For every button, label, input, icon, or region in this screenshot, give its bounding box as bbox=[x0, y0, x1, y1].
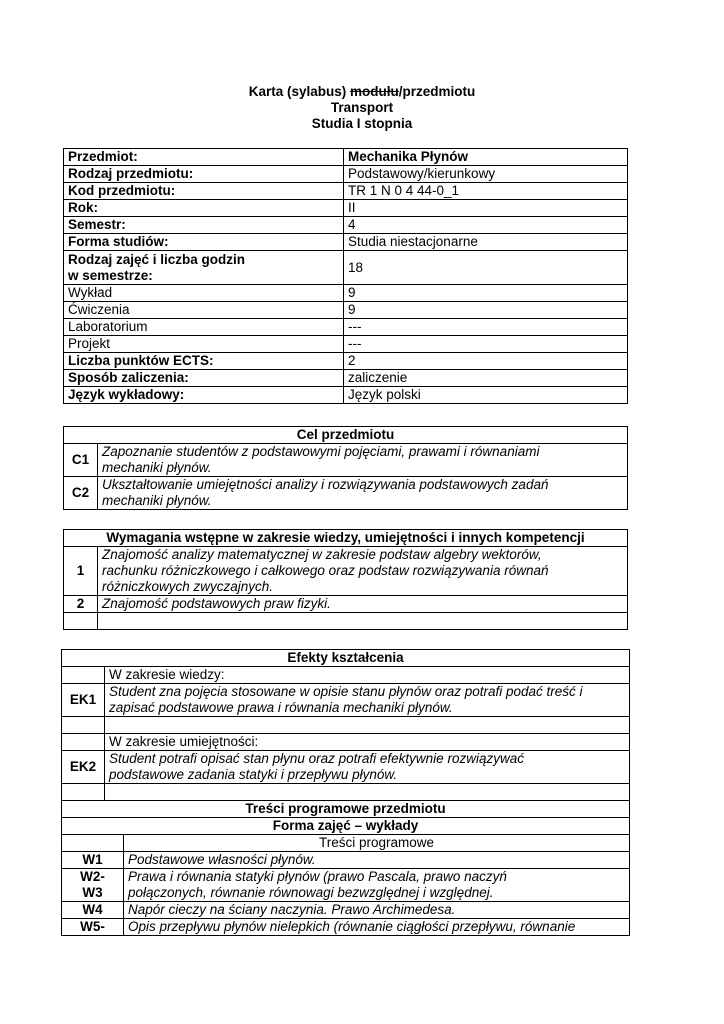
goal-text: Ukształtowanie umiejętności analizy i rozwiązywania podstawowych zadań mechaniki płynów. bbox=[98, 477, 628, 510]
course-info-table bbox=[63, 148, 628, 404]
table-row bbox=[64, 477, 628, 510]
effect-text: Student zna pojęcia stosowane w opisie stanu płynów oraz potrafi podać treść i zapisać podstawowe prawa i równania mechaniki płynów. bbox=[105, 684, 630, 717]
program-form: Forma zajęć – wykłady bbox=[62, 818, 630, 835]
table-row bbox=[64, 183, 628, 200]
table-row bbox=[64, 336, 628, 353]
info-label: Semestr: bbox=[64, 217, 344, 234]
requirement-text: Znajomość analizy matematycznej w zakresie podstaw algebry wektorów, rachunku różniczkowego i całkowego oraz podstaw rozwiązywania równań różniczkowych zwyczajnych. bbox=[98, 547, 628, 596]
info-label: Przedmiot: bbox=[64, 149, 344, 166]
table-row bbox=[64, 444, 628, 477]
table-row bbox=[64, 217, 628, 234]
info-value: Język polski bbox=[344, 387, 628, 404]
goals-title: Cel przedmiotu bbox=[64, 427, 628, 444]
header-line-3: Studia I stopnia bbox=[311, 116, 413, 131]
info-label: Język wykładowy: bbox=[64, 387, 344, 404]
info-value: --- bbox=[344, 336, 628, 353]
program-title: Treści programowe przedmiotu bbox=[62, 801, 630, 818]
info-value: Studia niestacjonarne bbox=[344, 234, 628, 251]
goal-text: Zapoznanie studentów z podstawowymi pojęciami, prawami i równaniami mechaniki płynów. bbox=[98, 444, 628, 477]
info-label: Sposób zaliczenia: bbox=[64, 370, 344, 387]
requirement-text: Znajomość podstawowych praw fizyki. bbox=[98, 596, 628, 613]
table-header-row bbox=[64, 530, 628, 547]
table-row bbox=[62, 852, 630, 869]
info-label: Rodzaj przedmiotu: bbox=[64, 166, 344, 183]
info-label: Kod przedmiotu: bbox=[64, 183, 344, 200]
empty-cell bbox=[62, 835, 124, 852]
info-value: Mechanika Płynów bbox=[344, 149, 628, 166]
table-row bbox=[62, 667, 630, 684]
table-row bbox=[62, 902, 630, 919]
program-id: W1 bbox=[62, 852, 124, 869]
info-value: 18 bbox=[344, 251, 628, 285]
table-row bbox=[62, 869, 630, 902]
program-text: Podstawowe własności płynów. bbox=[124, 852, 630, 869]
table-row bbox=[62, 784, 630, 801]
requirements-title: Wymagania wstępne w zakresie wiedzy, umiejętności i innych kompetencji bbox=[64, 530, 628, 547]
effect-id: EK1 bbox=[62, 684, 105, 717]
goals-table bbox=[63, 426, 628, 510]
empty-cell bbox=[62, 667, 105, 684]
info-value: zaliczenie bbox=[344, 370, 628, 387]
table-row bbox=[64, 547, 628, 596]
empty-cell bbox=[98, 613, 628, 630]
goal-id: C1 bbox=[64, 444, 98, 477]
program-column-header: Treści programowe bbox=[124, 835, 630, 852]
info-label: Rodzaj zajęć i liczba godzin w semestrze: bbox=[64, 251, 344, 285]
info-value: 4 bbox=[344, 217, 628, 234]
effects-title: Efekty kształcenia bbox=[62, 650, 630, 667]
table-row bbox=[64, 387, 628, 404]
table-header-row bbox=[62, 818, 630, 835]
empty-cell bbox=[62, 717, 105, 734]
program-text: Prawa i równania statyki płynów (prawo Pascala, prawo naczyń połączonych, równanie równowagi bezwzględnej i względnej. bbox=[124, 869, 630, 902]
program-id: W4 bbox=[62, 902, 124, 919]
requirement-id: 1 bbox=[64, 547, 98, 596]
info-value: 9 bbox=[344, 285, 628, 302]
info-label: Forma studiów: bbox=[64, 234, 344, 251]
info-value: II bbox=[344, 200, 628, 217]
effect-id: EK2 bbox=[62, 751, 105, 784]
table-row bbox=[62, 684, 630, 717]
program-text: Opis przepływu płynów nielepkich (równanie ciągłości przepływu, równanie bbox=[124, 919, 630, 936]
empty-cell bbox=[105, 717, 630, 734]
table-row bbox=[64, 285, 628, 302]
program-id: W5- bbox=[62, 919, 124, 936]
info-label: Projekt bbox=[64, 336, 344, 353]
table-row bbox=[64, 302, 628, 319]
table-header-row bbox=[62, 835, 630, 852]
empty-cell bbox=[62, 784, 105, 801]
program-text: Napór cieczy na ściany naczynia. Prawo Archimedesa. bbox=[124, 902, 630, 919]
info-value: TR 1 N 0 4 44-0_1 bbox=[344, 183, 628, 200]
table-row bbox=[62, 751, 630, 784]
table-row bbox=[64, 166, 628, 183]
info-label: Laboratorium bbox=[64, 319, 344, 336]
table-row bbox=[64, 251, 628, 285]
table-row bbox=[64, 613, 628, 630]
empty-cell bbox=[62, 734, 105, 751]
effect-text: Student potrafi opisać stan płynu oraz potrafi efektywnie rozwiązywać podstawowe zadania statyki i przepływu płynów. bbox=[105, 751, 630, 784]
info-value: 2 bbox=[344, 353, 628, 370]
info-value: Podstawowy/kierunkowy bbox=[344, 166, 628, 183]
skills-header: W zakresie umiejętności: bbox=[105, 734, 630, 751]
table-row bbox=[64, 234, 628, 251]
table-header-row bbox=[64, 427, 628, 444]
table-header-row bbox=[62, 801, 630, 818]
empty-cell bbox=[105, 784, 630, 801]
program-id: W2- W3 bbox=[62, 869, 124, 902]
info-value: --- bbox=[344, 319, 628, 336]
table-row bbox=[62, 919, 630, 936]
goal-id: C2 bbox=[64, 477, 98, 510]
table-row bbox=[62, 717, 630, 734]
info-label: Wykład bbox=[64, 285, 344, 302]
table-row bbox=[64, 149, 628, 166]
effects-program-table bbox=[61, 649, 630, 936]
requirement-id: 2 bbox=[64, 596, 98, 613]
info-label: Rok: bbox=[64, 200, 344, 217]
table-row bbox=[62, 734, 630, 751]
document-header bbox=[0, 84, 724, 132]
table-row bbox=[64, 596, 628, 613]
info-label: Ćwiczenia bbox=[64, 302, 344, 319]
table-row bbox=[64, 200, 628, 217]
info-value: 9 bbox=[344, 302, 628, 319]
requirements-table bbox=[63, 529, 628, 630]
header-line-1: Karta (sylabus) modułu/przedmiotu bbox=[248, 84, 476, 99]
table-row bbox=[64, 353, 628, 370]
struck-word: modułu bbox=[350, 84, 399, 99]
table-row bbox=[64, 370, 628, 387]
header-line-2: Transport bbox=[330, 100, 394, 115]
table-header-row bbox=[62, 650, 630, 667]
table-row bbox=[64, 319, 628, 336]
info-label: Liczba punktów ECTS: bbox=[64, 353, 344, 370]
knowledge-header: W zakresie wiedzy: bbox=[105, 667, 630, 684]
empty-cell bbox=[64, 613, 98, 630]
